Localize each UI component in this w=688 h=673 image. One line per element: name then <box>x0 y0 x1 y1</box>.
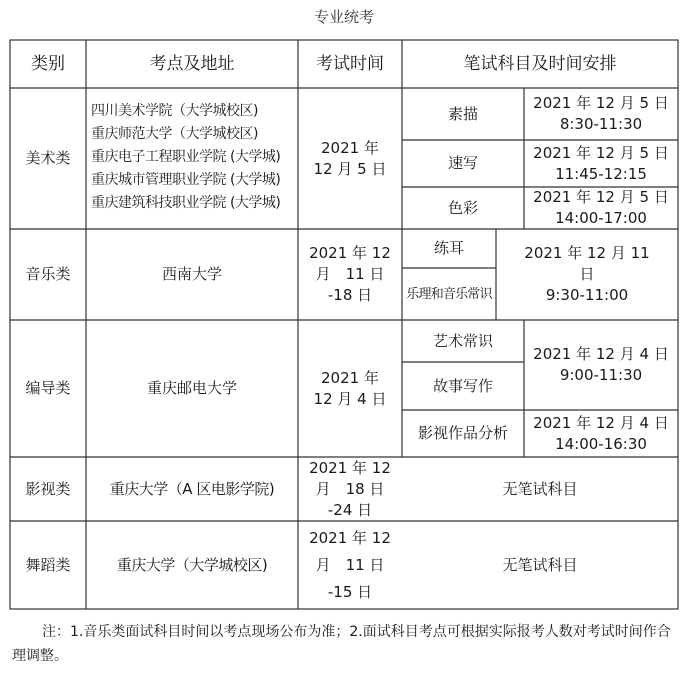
meishu-school: 重庆城市管理职业学院 (大学城) <box>91 172 281 188</box>
header-written: 笔试科目及时间安排 <box>463 53 617 74</box>
meishu-subject-time: 2021 年 12 月 5 日 14:00-17:00 <box>533 188 669 227</box>
yinyue-exam-time: 2021 年 12 月 11 日 -18 日 <box>309 244 391 304</box>
header-time: 考试时间 <box>316 53 384 74</box>
biandao-subject-time-b: 2021 年 12 月 4 日 14:00-16:30 <box>533 413 669 453</box>
meishu-category: 美术类 <box>25 149 71 167</box>
yinyue-subject-time: 2021 年 12 月 11 日 9:30-11:00 <box>524 244 650 304</box>
yingshi-school: 重庆大学（A 区电影学院) <box>109 479 275 498</box>
yinyue-category: 音乐类 <box>25 265 71 283</box>
yingshi-written: 无笔试科目 <box>502 479 578 498</box>
biandao-subject-time-a: 2021 年 12 月 4 日 9:00-11:30 <box>533 345 669 384</box>
meishu-school: 四川美术学院（大学城校区) <box>91 103 258 119</box>
meishu-school: 重庆电子工程职业学院 (大学城) <box>91 149 281 165</box>
header-venue: 考点及地址 <box>149 53 235 74</box>
meishu-subject-suxie: 速写 <box>447 154 478 172</box>
meishu-schools-list <box>91 100 296 215</box>
footnote: 注：1.音乐类面试科目时间以考点现场公布为准；2.面试科目考点可根据实际报考人数对考试时间作合理调整。 <box>12 624 671 664</box>
meishu-subject-sumiao: 素描 <box>447 104 478 123</box>
meishu-subject-secai: 色彩 <box>447 198 478 217</box>
yinyue-school: 西南大学 <box>161 265 222 283</box>
meishu-subject-time: 2021 年 12 月 5 日 11:45-12:15 <box>533 143 669 183</box>
biandao-subject-gushi: 故事写作 <box>432 376 493 395</box>
yinyue-subject-yueli: 乐理和音乐常识 <box>406 286 492 302</box>
biandao-category: 编导类 <box>25 379 71 397</box>
wudao-written: 无笔试科目 <box>502 555 578 574</box>
biandao-school: 重庆邮电大学 <box>146 379 237 397</box>
meishu-school: 重庆师范大学（大学城校区) <box>91 126 258 142</box>
table-caption: 专业统考 <box>313 8 374 26</box>
wudao-category: 舞蹈类 <box>25 555 71 574</box>
meishu-exam-time: 2021 年 12 月 5 日 <box>313 138 387 178</box>
meishu-subject-time: 2021 年 12 月 5 日 8:30-11:30 <box>533 94 669 133</box>
wudao-exam-time: 2021 年 12 月 11 日 -15 日 <box>309 528 391 601</box>
yingshi-exam-time: 2021 年 12 月 18 日 -24 日 <box>309 458 391 519</box>
wudao-school: 重庆大学（大学城校区) <box>116 555 268 574</box>
header-category: 类别 <box>31 53 65 74</box>
meishu-school: 重庆建筑科技职业学院 (大学城) <box>91 195 281 211</box>
yingshi-category: 影视类 <box>25 479 71 498</box>
yinyue-subject-lianer: 练耳 <box>433 239 464 257</box>
biandao-subject-yingshi: 影视作品分析 <box>417 424 508 442</box>
biandao-subject-yishu: 艺术常识 <box>432 331 493 350</box>
biandao-exam-time: 2021 年 12 月 4 日 <box>313 368 387 408</box>
